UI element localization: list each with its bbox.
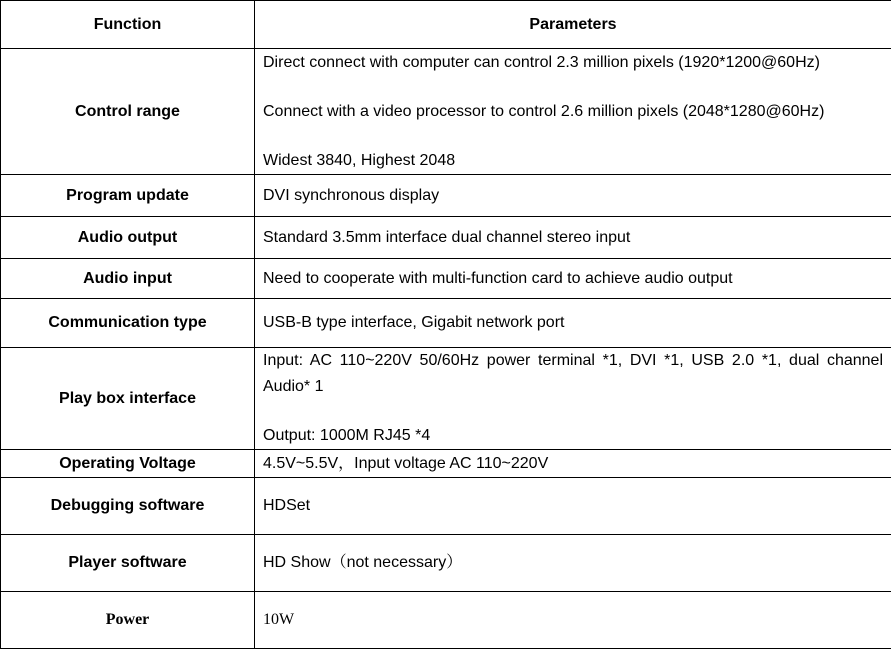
function-cell: Power xyxy=(1,592,255,649)
parameter-cell xyxy=(255,49,891,175)
header-row xyxy=(1,1,891,49)
function-cell: Debugging software xyxy=(1,478,255,535)
parameter-line: HD Show（not necessary） xyxy=(263,550,883,576)
function-cell: Play box interface xyxy=(1,348,255,450)
parameter-line: Widest 3840, Highest 2048 xyxy=(263,148,883,174)
table-row xyxy=(1,478,891,535)
function-cell: Audio input xyxy=(1,259,255,299)
function-cell: Communication type xyxy=(1,299,255,348)
function-cell: Player software xyxy=(1,535,255,592)
parameter-line: Direct connect with computer can control 2.3 million pixels (1920*1200@60Hz) xyxy=(263,50,883,76)
parameter-cell xyxy=(255,217,891,259)
table-row xyxy=(1,450,891,478)
parameter-cell xyxy=(255,348,891,450)
function-cell: Audio output xyxy=(1,217,255,259)
parameter-line: Output: 1000M RJ45 *4 xyxy=(263,423,883,449)
parameter-cell xyxy=(255,450,891,478)
parameter-line: Connect with a video processor to control 2.6 million pixels (2048*1280@60Hz) xyxy=(263,99,883,125)
parameter-line: Need to cooperate with multi-function card to achieve audio output xyxy=(263,266,883,292)
function-cell: Operating Voltage xyxy=(1,450,255,478)
parameter-cell xyxy=(255,299,891,348)
parameter-line: 4.5V~5.5V，Input voltage AC 110~220V xyxy=(263,451,883,477)
parameter-cell xyxy=(255,535,891,592)
parameter-cell xyxy=(255,175,891,217)
parameter-line: USB-B type interface, Gigabit network port xyxy=(263,310,883,336)
table-row xyxy=(1,49,891,175)
table-row xyxy=(1,592,891,649)
parameter-cell xyxy=(255,478,891,535)
table-row xyxy=(1,259,891,299)
function-cell: Control range xyxy=(1,49,255,175)
parameter-line: Input: AC 110~220V 50/60Hz power terminal *1, DVI *1, USB 2.0 *1, dual channel Audio* 1 xyxy=(263,348,883,400)
function-header: Function xyxy=(1,1,255,49)
parameter-cell xyxy=(255,259,891,299)
table-row xyxy=(1,299,891,348)
table-row xyxy=(1,535,891,592)
parameter-line: Standard 3.5mm interface dual channel stereo input xyxy=(263,225,883,251)
parameters-header: Parameters xyxy=(255,1,891,49)
parameter-line: 10W xyxy=(263,607,883,633)
table-row xyxy=(1,175,891,217)
parameter-cell xyxy=(255,592,891,649)
function-cell: Program update xyxy=(1,175,255,217)
table-row xyxy=(1,217,891,259)
parameter-line: DVI synchronous display xyxy=(263,183,883,209)
table-row xyxy=(1,348,891,450)
parameter-line: HDSet xyxy=(263,493,883,519)
